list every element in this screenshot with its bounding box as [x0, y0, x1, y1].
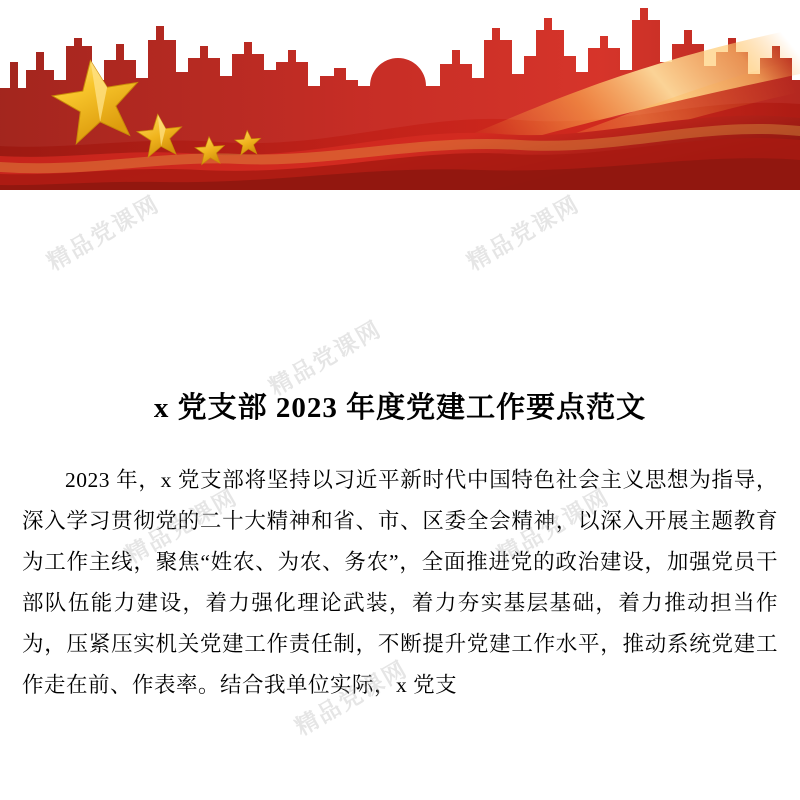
body-paragraph: 2023 年，x 党支部将坚持以习近平新时代中国特色社会主义思想为指导，深入学习贯彻党的二十大精神和省、市、区委全会精神，以深入开展主题教育为工作主线，聚焦“姓农、为农、务农”，全面推进党的政治建设，加强党员干部队伍能力建设，着力强化理论武装，着力夯实基层基础，着力推动担当作为，压紧压实机关党建工作责任制，不断提升党建工作水平，推动系统党建工作走在前、作表率。结合我单位实际，x 党支 — [22, 468, 778, 697]
watermark-text: 精品党课网 — [43, 191, 165, 277]
document-content — [0, 190, 800, 706]
watermark-text: 精品党课网 — [265, 316, 387, 402]
party-building-header-banner — [0, 0, 800, 190]
page-title: x 党支部 2023 年度党建工作要点范文 — [153, 392, 647, 424]
watermark-text: 精品党课网 — [463, 191, 585, 277]
watermark-text: 精品党课网 — [291, 656, 413, 742]
banner-graphic — [0, 0, 800, 190]
watermark-text: 精品党课网 — [493, 484, 615, 570]
watermark-text: 精品党课网 — [121, 484, 243, 570]
